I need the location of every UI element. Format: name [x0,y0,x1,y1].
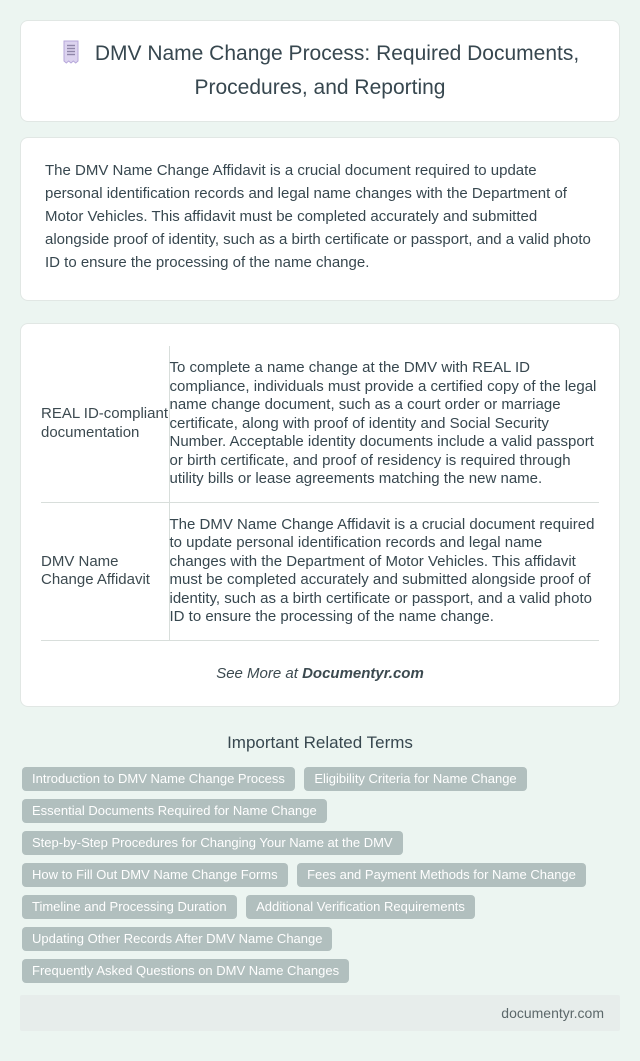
see-more-brand: Documentyr.com [302,664,424,682]
see-more-line [41,665,599,682]
details-table-body [41,346,599,640]
related-terms-heading: Important Related Terms [227,732,413,752]
title-card [20,20,620,122]
footer-bar [20,995,620,1031]
related-term-tag[interactable]: Additional Verification Requirements [246,895,475,919]
related-term-tag[interactable]: Eligibility Criteria for Name Change [304,767,526,791]
related-term-tag[interactable]: Introduction to DMV Name Change Process [22,767,295,791]
related-term-tag[interactable]: Essential Documents Required for Name Change [22,799,327,823]
footer-site-link[interactable]: documentyr.com [501,1004,604,1021]
related-term-tag[interactable]: Frequently Asked Questions on DMV Name Changes [22,959,349,983]
related-term-tag[interactable]: How to Fill Out DMV Name Change Forms [22,863,288,887]
description-cell: To complete a name change at the DMV with REAL ID compliance, individuals must provide a certified copy of the legal name change document, such as a court order or marriage certificate, along with proof of identity and Social Security Number. Acceptable identity documents include a valid passport or birth certificate, and proof of residency is required through utility bills or lease agreements matching the new name. [169,359,597,487]
term-cell: REAL ID-compliant documentation [41,346,169,502]
table-row [41,502,599,640]
page-title [47,39,593,103]
related-terms-tag-list [20,767,620,991]
receipt-icon [61,40,81,73]
description-cell: The DMV Name Change Affidavit is a crucial document required to update personal identification records and legal name changes with the Department of Motor Vehicles. This affidavit must be completed accurately and submitted alongside proof of identity, such as a birth certificate or passport, and a valid photo ID to ensure the processing of the name change. [169,515,595,625]
related-term-tag[interactable]: Updating Other Records After DMV Name Change [22,927,332,951]
intro-paragraph: The DMV Name Change Affidavit is a crucial document required to update personal identification records and legal name changes with the Department of Motor Vehicles. This affidavit must be completed accurately and submitted alongside proof of identity, such as a birth certificate or passport, and a valid photo ID to ensure the processing of the name change. [45,162,591,271]
intro-card [20,137,620,301]
related-term-tag[interactable]: Timeline and Processing Duration [22,895,237,919]
term-cell: DMV Name Change Affidavit [41,502,169,640]
see-more-prefix: See More at [216,664,303,682]
details-table [41,346,599,641]
details-card [20,323,620,707]
related-term-tag[interactable]: Fees and Payment Methods for Name Change [297,863,586,887]
table-row [41,346,599,502]
related-term-tag[interactable]: Step-by-Step Procedures for Changing Your Name at the DMV [22,831,403,855]
page-title-text: DMV Name Change Process: Required Documents, Procedures, and Reporting [94,42,580,99]
